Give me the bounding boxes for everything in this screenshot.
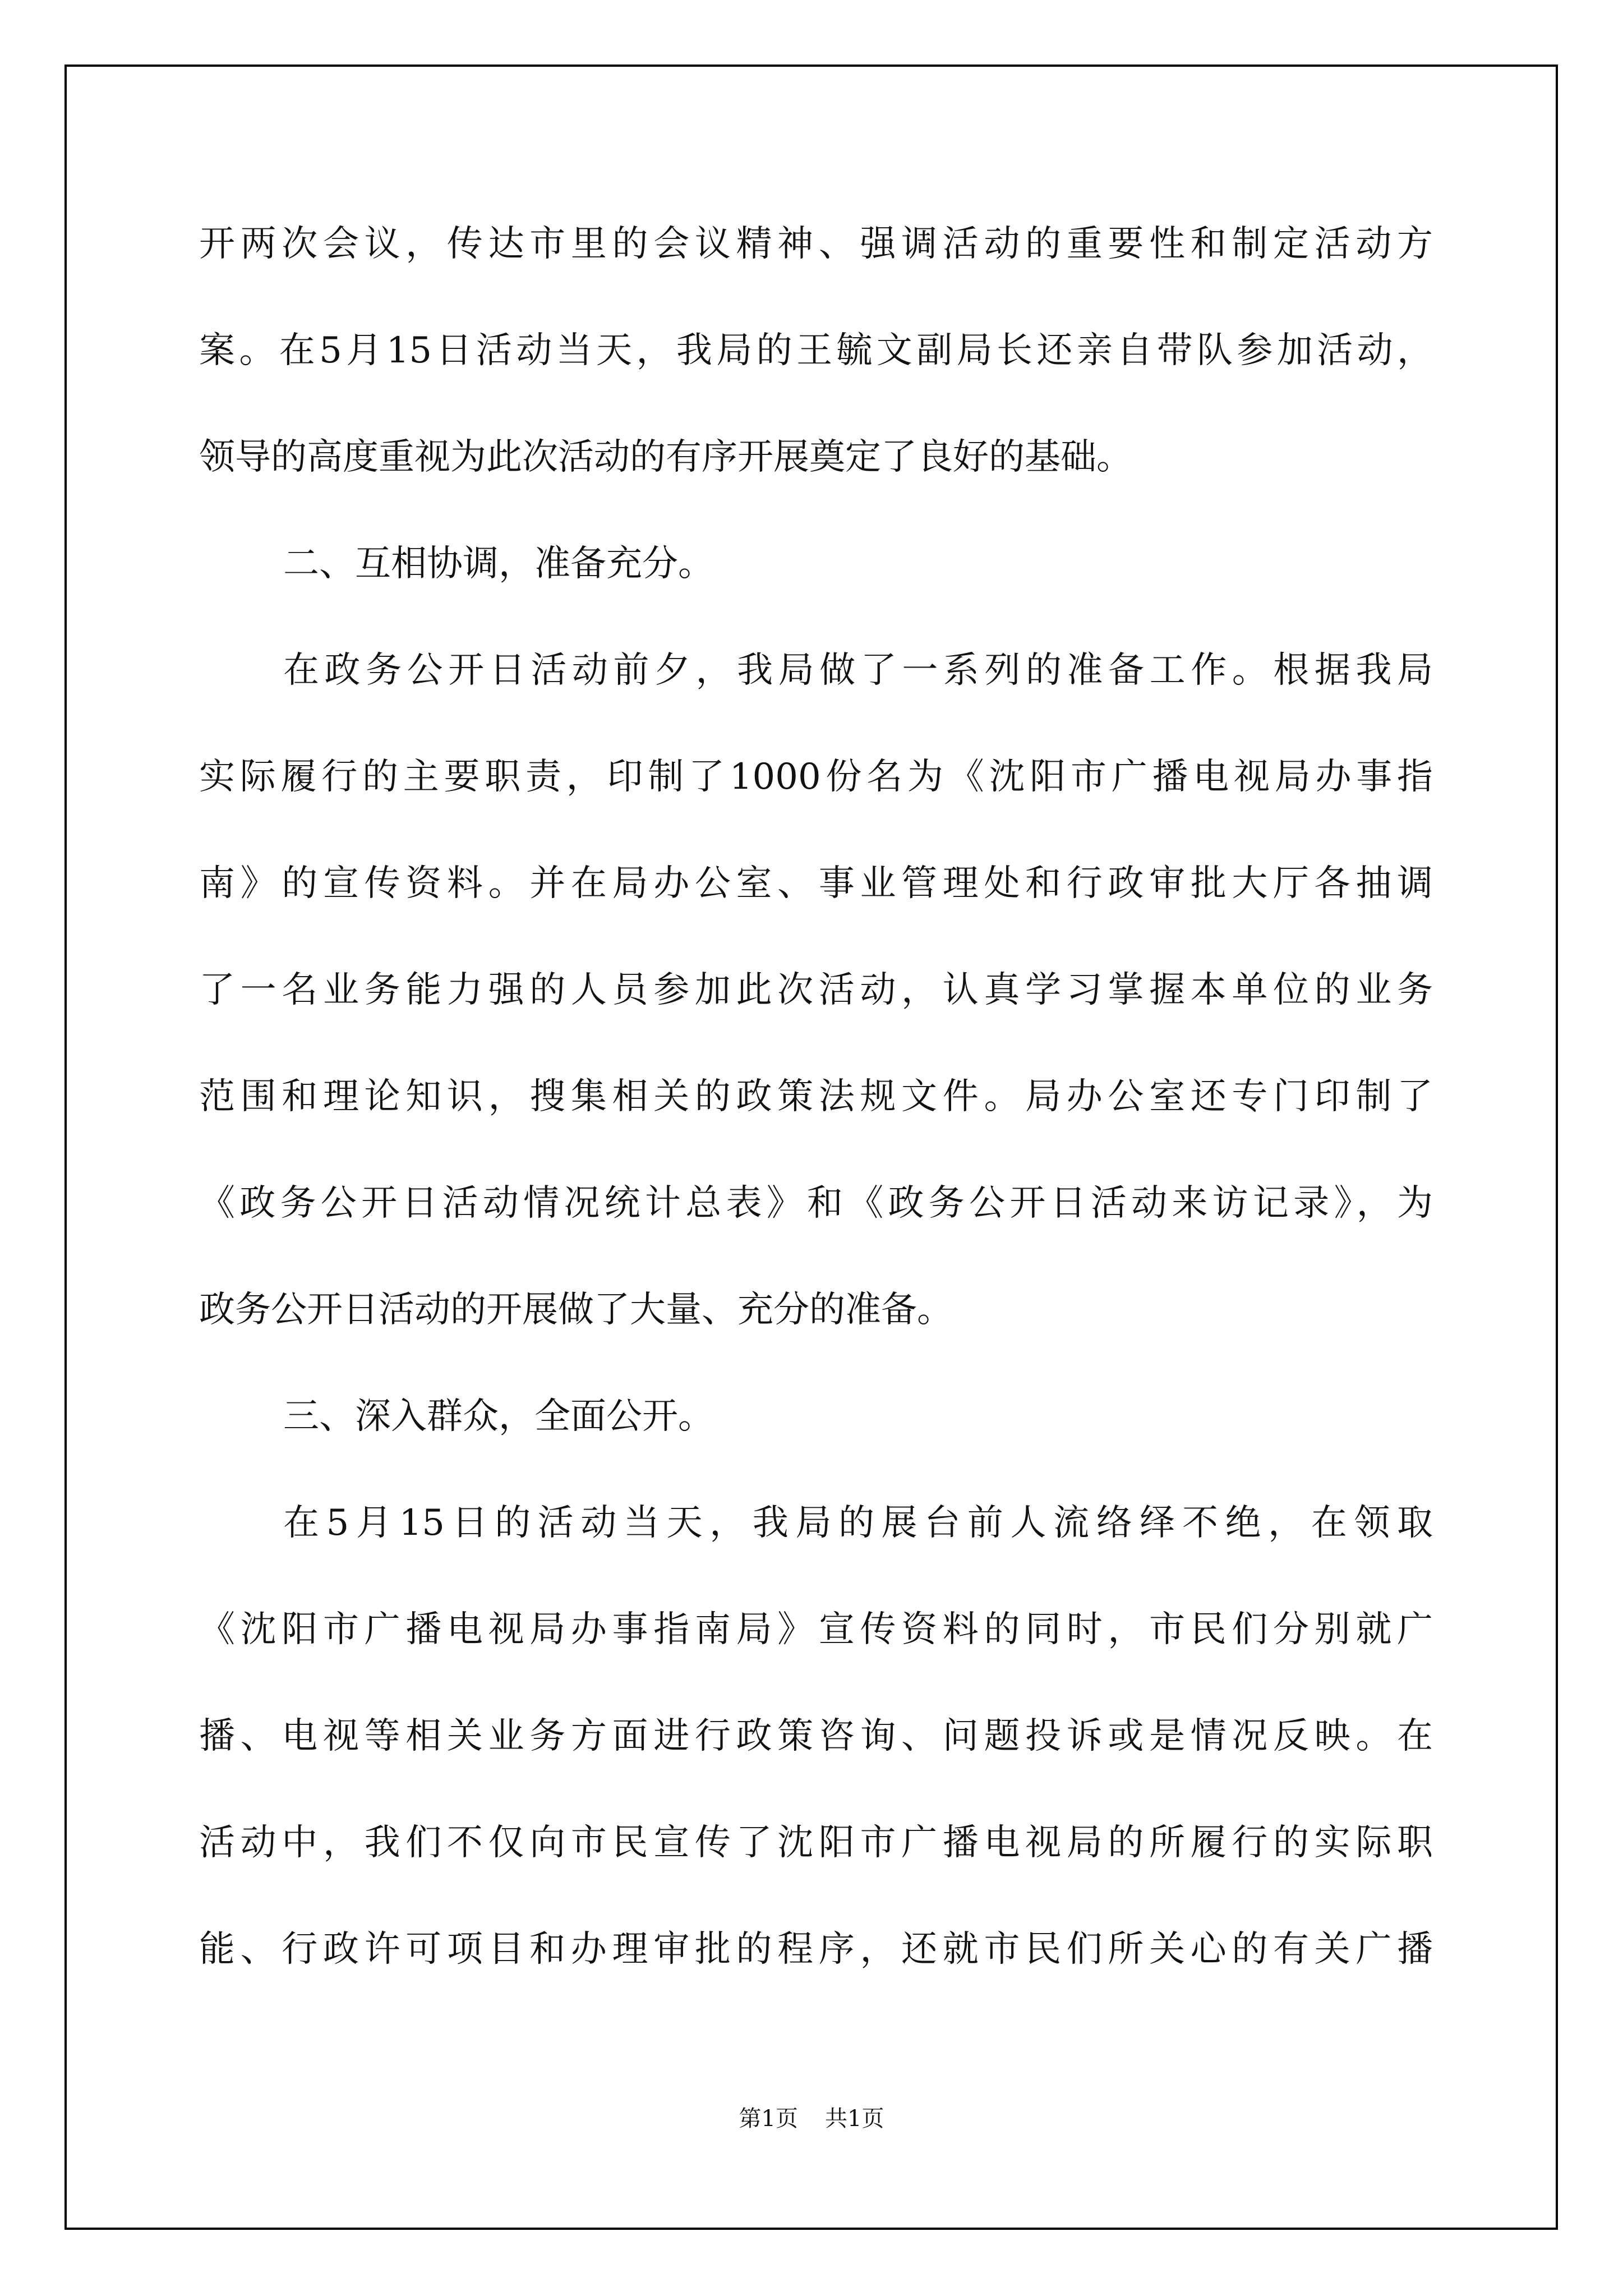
text-line: 《沈阳市广播电视局办事指南局》宣传资料的同时，市民们分别就广 <box>199 1609 1433 1650</box>
text-line: 开两次会议，传达市里的会议精神、强调活动的重要性和制定活动方 <box>199 223 1433 265</box>
text-line: 案。在5月15日活动当天，我局的王毓文副局长还亲自带队参加活动， <box>199 330 1433 371</box>
page-total: 共1页 <box>825 2106 884 2132</box>
paragraph-1 <box>199 191 1433 510</box>
text-line: 在5月15日的活动当天，我局的展台前人流络绎不绝，在领取 <box>283 1502 1433 1544</box>
text-line: 了一名业务能力强的人员参加此次活动，认真学习掌握本单位的业务 <box>199 969 1433 1011</box>
text-line: 南》的宣传资料。并在局办公室、事业管理处和行政审批大厅各抽调 <box>199 863 1433 904</box>
page-footer <box>0 2101 1623 2133</box>
text-line: 在政务公开日活动前夕，我局做了一系列的准备工作。根据我局 <box>283 650 1433 691</box>
paragraph-3 <box>199 1470 1433 2003</box>
text-line: 范围和理论知识，搜集相关的政策法规文件。局办公室还专门印制了 <box>199 1076 1433 1117</box>
section-heading-3 <box>199 1363 1433 1470</box>
text-line: 《政务公开日活动情况统计总表》和《政务公开日活动来访记录》，为 <box>199 1182 1433 1224</box>
section-heading-2 <box>199 510 1433 617</box>
section-heading: 二、互相协调，准备充分。 <box>283 543 714 585</box>
text-line: 政务公开日活动的开展做了大量、充分的准备。 <box>199 1289 953 1331</box>
document-body <box>199 191 1433 2003</box>
text-line: 能、行政许可项目和办理审批的程序，还就市民们所关心的有关广播 <box>199 1929 1433 1970</box>
paragraph-2 <box>199 617 1433 1363</box>
text-line: 领导的高度重视为此次活动的有序开展奠定了良好的基础。 <box>199 436 1132 478</box>
text-line: 实际履行的主要职责，印制了1000份名为《沈阳市广播电视局办事指 <box>199 756 1433 798</box>
text-line: 播、电视等相关业务方面进行政策咨询、问题投诉或是情况反映。在 <box>199 1715 1433 1757</box>
page-number: 第1页 <box>739 2106 798 2132</box>
section-heading: 三、深入群众，全面公开。 <box>283 1396 714 1437</box>
text-line: 活动中，我们不仅向市民宣传了沈阳市广播电视局的所履行的实际职 <box>199 1822 1433 1864</box>
